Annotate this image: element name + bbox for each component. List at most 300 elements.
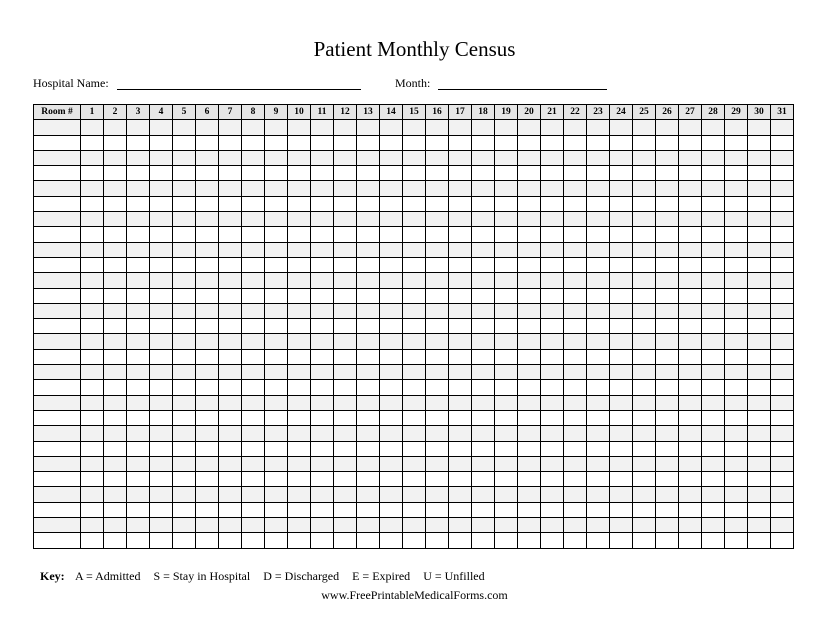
room-cell[interactable] bbox=[34, 472, 81, 487]
day-cell[interactable] bbox=[380, 273, 403, 288]
day-cell[interactable] bbox=[311, 395, 334, 410]
day-cell[interactable] bbox=[403, 349, 426, 364]
day-cell[interactable] bbox=[633, 441, 656, 456]
day-cell[interactable] bbox=[633, 135, 656, 150]
day-cell[interactable] bbox=[127, 227, 150, 242]
day-cell[interactable] bbox=[81, 518, 104, 533]
day-cell[interactable] bbox=[771, 166, 794, 181]
day-cell[interactable] bbox=[173, 441, 196, 456]
day-cell[interactable] bbox=[104, 227, 127, 242]
day-cell[interactable] bbox=[495, 135, 518, 150]
day-cell[interactable] bbox=[81, 196, 104, 211]
day-cell[interactable] bbox=[380, 472, 403, 487]
day-cell[interactable] bbox=[150, 441, 173, 456]
day-cell[interactable] bbox=[541, 196, 564, 211]
day-cell[interactable] bbox=[656, 349, 679, 364]
day-cell[interactable] bbox=[219, 502, 242, 517]
day-cell[interactable] bbox=[564, 472, 587, 487]
day-cell[interactable] bbox=[81, 166, 104, 181]
day-cell[interactable] bbox=[426, 288, 449, 303]
day-cell[interactable] bbox=[288, 242, 311, 257]
day-cell[interactable] bbox=[403, 365, 426, 380]
day-cell[interactable] bbox=[403, 426, 426, 441]
day-cell[interactable] bbox=[288, 365, 311, 380]
day-cell[interactable] bbox=[587, 273, 610, 288]
day-cell[interactable] bbox=[725, 273, 748, 288]
day-cell[interactable] bbox=[771, 242, 794, 257]
day-cell[interactable] bbox=[495, 456, 518, 471]
day-cell[interactable] bbox=[748, 227, 771, 242]
day-cell[interactable] bbox=[265, 518, 288, 533]
day-cell[interactable] bbox=[242, 303, 265, 318]
day-cell[interactable] bbox=[702, 410, 725, 425]
day-cell[interactable] bbox=[725, 303, 748, 318]
day-cell[interactable] bbox=[81, 410, 104, 425]
day-cell[interactable] bbox=[426, 365, 449, 380]
day-cell[interactable] bbox=[265, 135, 288, 150]
day-cell[interactable] bbox=[633, 273, 656, 288]
day-cell[interactable] bbox=[104, 303, 127, 318]
day-cell[interactable] bbox=[242, 426, 265, 441]
day-cell[interactable] bbox=[633, 426, 656, 441]
day-cell[interactable] bbox=[219, 395, 242, 410]
day-cell[interactable] bbox=[357, 242, 380, 257]
room-cell[interactable] bbox=[34, 319, 81, 334]
day-cell[interactable] bbox=[334, 365, 357, 380]
day-cell[interactable] bbox=[748, 487, 771, 502]
day-cell[interactable] bbox=[610, 380, 633, 395]
day-cell[interactable] bbox=[587, 441, 610, 456]
day-cell[interactable] bbox=[196, 196, 219, 211]
room-cell[interactable] bbox=[34, 365, 81, 380]
day-cell[interactable] bbox=[288, 487, 311, 502]
day-cell[interactable] bbox=[725, 166, 748, 181]
day-cell[interactable] bbox=[472, 196, 495, 211]
day-cell[interactable] bbox=[81, 441, 104, 456]
day-cell[interactable] bbox=[679, 502, 702, 517]
day-cell[interactable] bbox=[196, 120, 219, 135]
day-cell[interactable] bbox=[449, 502, 472, 517]
day-cell[interactable] bbox=[104, 150, 127, 165]
day-cell[interactable] bbox=[196, 257, 219, 272]
day-cell[interactable] bbox=[449, 212, 472, 227]
day-cell[interactable] bbox=[725, 349, 748, 364]
day-cell[interactable] bbox=[334, 380, 357, 395]
day-cell[interactable] bbox=[288, 410, 311, 425]
day-cell[interactable] bbox=[380, 319, 403, 334]
day-cell[interactable] bbox=[633, 319, 656, 334]
day-cell[interactable] bbox=[288, 472, 311, 487]
day-cell[interactable] bbox=[587, 334, 610, 349]
day-cell[interactable] bbox=[334, 349, 357, 364]
day-cell[interactable] bbox=[196, 212, 219, 227]
day-cell[interactable] bbox=[242, 212, 265, 227]
day-cell[interactable] bbox=[587, 303, 610, 318]
day-cell[interactable] bbox=[104, 365, 127, 380]
room-cell[interactable] bbox=[34, 395, 81, 410]
day-cell[interactable] bbox=[725, 410, 748, 425]
day-cell[interactable] bbox=[265, 288, 288, 303]
day-cell[interactable] bbox=[518, 349, 541, 364]
day-cell[interactable] bbox=[771, 502, 794, 517]
day-cell[interactable] bbox=[196, 502, 219, 517]
month-field[interactable] bbox=[438, 89, 607, 90]
day-cell[interactable] bbox=[265, 196, 288, 211]
day-cell[interactable] bbox=[495, 487, 518, 502]
day-cell[interactable] bbox=[150, 487, 173, 502]
day-cell[interactable] bbox=[610, 181, 633, 196]
day-cell[interactable] bbox=[334, 135, 357, 150]
day-cell[interactable] bbox=[288, 426, 311, 441]
day-cell[interactable] bbox=[426, 227, 449, 242]
day-cell[interactable] bbox=[127, 518, 150, 533]
day-cell[interactable] bbox=[541, 227, 564, 242]
day-cell[interactable] bbox=[288, 288, 311, 303]
day-cell[interactable] bbox=[610, 365, 633, 380]
day-cell[interactable] bbox=[449, 242, 472, 257]
day-cell[interactable] bbox=[127, 120, 150, 135]
day-cell[interactable] bbox=[127, 319, 150, 334]
day-cell[interactable] bbox=[702, 319, 725, 334]
day-cell[interactable] bbox=[771, 365, 794, 380]
day-cell[interactable] bbox=[656, 365, 679, 380]
day-cell[interactable] bbox=[449, 196, 472, 211]
day-cell[interactable] bbox=[380, 303, 403, 318]
day-cell[interactable] bbox=[449, 380, 472, 395]
day-cell[interactable] bbox=[771, 227, 794, 242]
day-cell[interactable] bbox=[127, 395, 150, 410]
day-cell[interactable] bbox=[403, 334, 426, 349]
day-cell[interactable] bbox=[150, 303, 173, 318]
room-cell[interactable] bbox=[34, 456, 81, 471]
day-cell[interactable] bbox=[150, 135, 173, 150]
day-cell[interactable] bbox=[150, 395, 173, 410]
room-cell[interactable] bbox=[34, 334, 81, 349]
day-cell[interactable] bbox=[748, 456, 771, 471]
day-cell[interactable] bbox=[173, 456, 196, 471]
day-cell[interactable] bbox=[357, 227, 380, 242]
day-cell[interactable] bbox=[288, 273, 311, 288]
day-cell[interactable] bbox=[196, 135, 219, 150]
day-cell[interactable] bbox=[495, 166, 518, 181]
day-cell[interactable] bbox=[219, 533, 242, 548]
day-cell[interactable] bbox=[173, 242, 196, 257]
day-cell[interactable] bbox=[265, 319, 288, 334]
day-cell[interactable] bbox=[173, 303, 196, 318]
day-cell[interactable] bbox=[196, 273, 219, 288]
day-cell[interactable] bbox=[679, 135, 702, 150]
day-cell[interactable] bbox=[265, 242, 288, 257]
day-cell[interactable] bbox=[150, 502, 173, 517]
day-cell[interactable] bbox=[564, 365, 587, 380]
day-cell[interactable] bbox=[403, 518, 426, 533]
day-cell[interactable] bbox=[81, 502, 104, 517]
day-cell[interactable] bbox=[196, 395, 219, 410]
day-cell[interactable] bbox=[495, 472, 518, 487]
day-cell[interactable] bbox=[610, 227, 633, 242]
day-cell[interactable] bbox=[771, 426, 794, 441]
day-cell[interactable] bbox=[748, 135, 771, 150]
day-cell[interactable] bbox=[610, 120, 633, 135]
day-cell[interactable] bbox=[610, 472, 633, 487]
day-cell[interactable] bbox=[380, 181, 403, 196]
day-cell[interactable] bbox=[357, 380, 380, 395]
day-cell[interactable] bbox=[610, 303, 633, 318]
day-cell[interactable] bbox=[771, 334, 794, 349]
day-cell[interactable] bbox=[380, 533, 403, 548]
day-cell[interactable] bbox=[633, 518, 656, 533]
day-cell[interactable] bbox=[104, 533, 127, 548]
day-cell[interactable] bbox=[702, 212, 725, 227]
day-cell[interactable] bbox=[748, 196, 771, 211]
day-cell[interactable] bbox=[771, 288, 794, 303]
day-cell[interactable] bbox=[288, 456, 311, 471]
day-cell[interactable] bbox=[449, 150, 472, 165]
day-cell[interactable] bbox=[357, 518, 380, 533]
day-cell[interactable] bbox=[725, 120, 748, 135]
day-cell[interactable] bbox=[265, 456, 288, 471]
day-cell[interactable] bbox=[495, 212, 518, 227]
day-cell[interactable] bbox=[449, 303, 472, 318]
day-cell[interactable] bbox=[380, 365, 403, 380]
day-cell[interactable] bbox=[288, 502, 311, 517]
day-cell[interactable] bbox=[380, 502, 403, 517]
room-cell[interactable] bbox=[34, 441, 81, 456]
day-cell[interactable] bbox=[702, 456, 725, 471]
day-cell[interactable] bbox=[219, 319, 242, 334]
day-cell[interactable] bbox=[104, 472, 127, 487]
day-cell[interactable] bbox=[564, 150, 587, 165]
day-cell[interactable] bbox=[679, 273, 702, 288]
day-cell[interactable] bbox=[288, 257, 311, 272]
day-cell[interactable] bbox=[587, 380, 610, 395]
day-cell[interactable] bbox=[426, 150, 449, 165]
day-cell[interactable] bbox=[679, 456, 702, 471]
day-cell[interactable] bbox=[472, 441, 495, 456]
day-cell[interactable] bbox=[725, 257, 748, 272]
day-cell[interactable] bbox=[656, 456, 679, 471]
day-cell[interactable] bbox=[564, 227, 587, 242]
day-cell[interactable] bbox=[564, 380, 587, 395]
day-cell[interactable] bbox=[265, 502, 288, 517]
day-cell[interactable] bbox=[380, 380, 403, 395]
day-cell[interactable] bbox=[449, 257, 472, 272]
day-cell[interactable] bbox=[127, 456, 150, 471]
day-cell[interactable] bbox=[426, 334, 449, 349]
day-cell[interactable] bbox=[311, 319, 334, 334]
day-cell[interactable] bbox=[771, 319, 794, 334]
day-cell[interactable] bbox=[81, 257, 104, 272]
day-cell[interactable] bbox=[380, 441, 403, 456]
day-cell[interactable] bbox=[541, 441, 564, 456]
day-cell[interactable] bbox=[679, 426, 702, 441]
day-cell[interactable] bbox=[702, 196, 725, 211]
day-cell[interactable] bbox=[702, 365, 725, 380]
day-cell[interactable] bbox=[150, 120, 173, 135]
day-cell[interactable] bbox=[771, 456, 794, 471]
day-cell[interactable] bbox=[656, 273, 679, 288]
day-cell[interactable] bbox=[380, 135, 403, 150]
day-cell[interactable] bbox=[311, 365, 334, 380]
day-cell[interactable] bbox=[242, 349, 265, 364]
day-cell[interactable] bbox=[702, 288, 725, 303]
day-cell[interactable] bbox=[771, 120, 794, 135]
day-cell[interactable] bbox=[81, 426, 104, 441]
day-cell[interactable] bbox=[127, 212, 150, 227]
day-cell[interactable] bbox=[472, 227, 495, 242]
day-cell[interactable] bbox=[656, 472, 679, 487]
day-cell[interactable] bbox=[334, 120, 357, 135]
day-cell[interactable] bbox=[357, 426, 380, 441]
day-cell[interactable] bbox=[541, 395, 564, 410]
day-cell[interactable] bbox=[288, 212, 311, 227]
day-cell[interactable] bbox=[610, 257, 633, 272]
day-cell[interactable] bbox=[403, 472, 426, 487]
day-cell[interactable] bbox=[403, 212, 426, 227]
day-cell[interactable] bbox=[633, 487, 656, 502]
day-cell[interactable] bbox=[173, 166, 196, 181]
day-cell[interactable] bbox=[380, 456, 403, 471]
day-cell[interactable] bbox=[633, 334, 656, 349]
day-cell[interactable] bbox=[495, 365, 518, 380]
day-cell[interactable] bbox=[265, 395, 288, 410]
day-cell[interactable] bbox=[357, 212, 380, 227]
day-cell[interactable] bbox=[403, 456, 426, 471]
day-cell[interactable] bbox=[495, 303, 518, 318]
day-cell[interactable] bbox=[334, 227, 357, 242]
day-cell[interactable] bbox=[242, 227, 265, 242]
day-cell[interactable] bbox=[403, 487, 426, 502]
day-cell[interactable] bbox=[426, 319, 449, 334]
day-cell[interactable] bbox=[610, 273, 633, 288]
day-cell[interactable] bbox=[610, 242, 633, 257]
day-cell[interactable] bbox=[610, 150, 633, 165]
day-cell[interactable] bbox=[104, 242, 127, 257]
day-cell[interactable] bbox=[81, 319, 104, 334]
day-cell[interactable] bbox=[725, 212, 748, 227]
day-cell[interactable] bbox=[610, 426, 633, 441]
day-cell[interactable] bbox=[702, 303, 725, 318]
day-cell[interactable] bbox=[357, 349, 380, 364]
day-cell[interactable] bbox=[541, 150, 564, 165]
day-cell[interactable] bbox=[610, 166, 633, 181]
day-cell[interactable] bbox=[426, 212, 449, 227]
day-cell[interactable] bbox=[679, 120, 702, 135]
day-cell[interactable] bbox=[288, 227, 311, 242]
day-cell[interactable] bbox=[564, 319, 587, 334]
day-cell[interactable] bbox=[748, 166, 771, 181]
day-cell[interactable] bbox=[150, 410, 173, 425]
day-cell[interactable] bbox=[541, 181, 564, 196]
day-cell[interactable] bbox=[242, 257, 265, 272]
day-cell[interactable] bbox=[472, 395, 495, 410]
day-cell[interactable] bbox=[587, 518, 610, 533]
day-cell[interactable] bbox=[748, 365, 771, 380]
day-cell[interactable] bbox=[403, 166, 426, 181]
day-cell[interactable] bbox=[150, 212, 173, 227]
day-cell[interactable] bbox=[334, 395, 357, 410]
day-cell[interactable] bbox=[81, 273, 104, 288]
day-cell[interactable] bbox=[311, 257, 334, 272]
day-cell[interactable] bbox=[564, 288, 587, 303]
day-cell[interactable] bbox=[127, 273, 150, 288]
day-cell[interactable] bbox=[242, 395, 265, 410]
day-cell[interactable] bbox=[771, 487, 794, 502]
day-cell[interactable] bbox=[173, 181, 196, 196]
day-cell[interactable] bbox=[334, 518, 357, 533]
day-cell[interactable] bbox=[587, 349, 610, 364]
day-cell[interactable] bbox=[449, 456, 472, 471]
day-cell[interactable] bbox=[242, 288, 265, 303]
day-cell[interactable] bbox=[610, 395, 633, 410]
day-cell[interactable] bbox=[518, 257, 541, 272]
day-cell[interactable] bbox=[219, 120, 242, 135]
day-cell[interactable] bbox=[449, 426, 472, 441]
day-cell[interactable] bbox=[702, 166, 725, 181]
day-cell[interactable] bbox=[127, 303, 150, 318]
day-cell[interactable] bbox=[334, 334, 357, 349]
day-cell[interactable] bbox=[127, 533, 150, 548]
day-cell[interactable] bbox=[656, 334, 679, 349]
room-cell[interactable] bbox=[34, 166, 81, 181]
day-cell[interactable] bbox=[541, 487, 564, 502]
day-cell[interactable] bbox=[219, 303, 242, 318]
day-cell[interactable] bbox=[173, 533, 196, 548]
day-cell[interactable] bbox=[127, 441, 150, 456]
day-cell[interactable] bbox=[541, 410, 564, 425]
day-cell[interactable] bbox=[771, 441, 794, 456]
day-cell[interactable] bbox=[771, 410, 794, 425]
day-cell[interactable] bbox=[104, 334, 127, 349]
day-cell[interactable] bbox=[679, 288, 702, 303]
day-cell[interactable] bbox=[104, 319, 127, 334]
day-cell[interactable] bbox=[311, 120, 334, 135]
day-cell[interactable] bbox=[81, 181, 104, 196]
day-cell[interactable] bbox=[357, 456, 380, 471]
day-cell[interactable] bbox=[518, 472, 541, 487]
day-cell[interactable] bbox=[334, 410, 357, 425]
day-cell[interactable] bbox=[219, 334, 242, 349]
day-cell[interactable] bbox=[679, 319, 702, 334]
day-cell[interactable] bbox=[426, 410, 449, 425]
day-cell[interactable] bbox=[426, 502, 449, 517]
day-cell[interactable] bbox=[380, 242, 403, 257]
day-cell[interactable] bbox=[633, 257, 656, 272]
day-cell[interactable] bbox=[725, 196, 748, 211]
day-cell[interactable] bbox=[748, 273, 771, 288]
day-cell[interactable] bbox=[426, 456, 449, 471]
day-cell[interactable] bbox=[311, 212, 334, 227]
day-cell[interactable] bbox=[380, 349, 403, 364]
day-cell[interactable] bbox=[771, 135, 794, 150]
day-cell[interactable] bbox=[610, 349, 633, 364]
day-cell[interactable] bbox=[242, 319, 265, 334]
day-cell[interactable] bbox=[679, 533, 702, 548]
day-cell[interactable] bbox=[771, 273, 794, 288]
day-cell[interactable] bbox=[357, 472, 380, 487]
day-cell[interactable] bbox=[127, 242, 150, 257]
day-cell[interactable] bbox=[265, 380, 288, 395]
day-cell[interactable] bbox=[541, 334, 564, 349]
day-cell[interactable] bbox=[196, 227, 219, 242]
day-cell[interactable] bbox=[242, 380, 265, 395]
day-cell[interactable] bbox=[242, 135, 265, 150]
day-cell[interactable] bbox=[748, 303, 771, 318]
day-cell[interactable] bbox=[656, 166, 679, 181]
day-cell[interactable] bbox=[242, 166, 265, 181]
day-cell[interactable] bbox=[311, 380, 334, 395]
day-cell[interactable] bbox=[403, 196, 426, 211]
